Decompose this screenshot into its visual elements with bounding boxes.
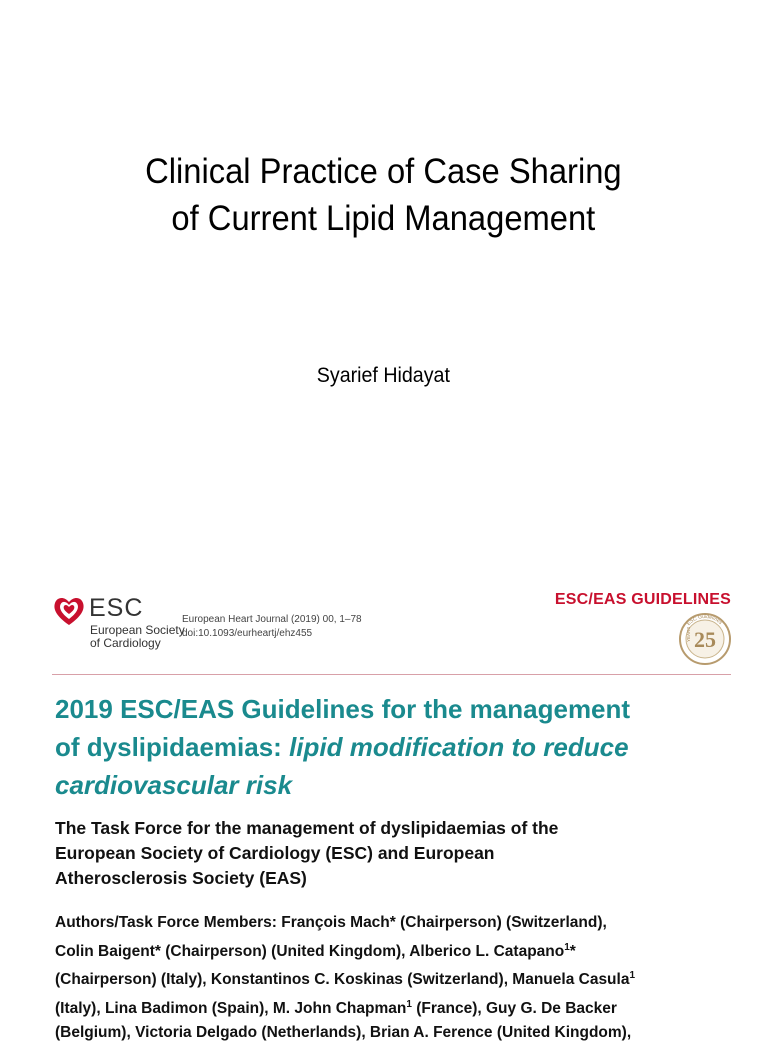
journal-reference: European Heart Journal (2019) 00, 1–78 — [182, 614, 362, 625]
slide-title-line-2: of Current Lipid Management — [171, 199, 596, 238]
svg-text:25: 25 — [694, 627, 716, 652]
slide-title-line-1: Clinical Practice of Case Sharing — [145, 152, 622, 191]
author-line-2-text: Colin Baigent* (Chairperson) (United Kingdom), Alberico L. Catapano — [55, 942, 565, 960]
author-line-5: (Belgium), Victoria Delgado (Netherlands), Brian A. Ference (United Kingdom), — [55, 1024, 632, 1042]
esc-subtitle-line-1: European Society — [90, 623, 185, 637]
article-title — [55, 690, 755, 804]
task-force-line-1: The Task Force for the management of dyslipidaemias of the — [55, 818, 559, 838]
esc-heart-logo-icon — [52, 594, 86, 628]
task-force-line-2: European Society of Cardiology (ESC) and European — [55, 843, 495, 863]
presenter-name: Syarief Hidayat — [316, 364, 450, 387]
author-line-4 — [55, 993, 755, 1022]
author-list — [55, 911, 755, 1046]
article-title-line-2 — [55, 728, 755, 766]
article-title-line-1: 2019 ESC/EAS Guidelines for the management — [55, 694, 631, 724]
task-force-heading — [55, 816, 745, 891]
author-line-2 — [55, 936, 755, 965]
svg-text:YEARS: YEARS — [686, 626, 691, 642]
journal-doi: doi:10.1093/eurheartj/ehz455 — [182, 628, 313, 639]
esc-wordmark: ESC — [89, 594, 144, 622]
article-title-line-3: cardiovascular risk — [55, 770, 293, 800]
affiliation-mark: 1 — [564, 941, 570, 953]
author-line-4-text: (Italy), Lina Badimon (Spain), M. John Chapman — [55, 999, 407, 1017]
author-line-4-tail: (France), Guy G. De Backer — [411, 999, 617, 1017]
affiliation-mark: 1 — [406, 998, 412, 1010]
guidelines-label: ESC/EAS GUIDELINES — [554, 591, 731, 608]
author-line-3-text: (Chairperson) (Italy), Konstantinos C. Koskinas (Switzerland), Manuela Casula — [55, 971, 630, 989]
task-force-line-3: Atherosclerosis Society (EAS) — [55, 868, 307, 888]
slide-title — [0, 148, 767, 242]
author-line-2-asterisk: * — [569, 942, 576, 960]
article-title-plain: of dyslipidaemias: — [55, 732, 290, 762]
esc-subtitle-line-2: of Cardiology — [90, 636, 161, 650]
esc-guidelines-25-years-seal-icon — [678, 612, 732, 671]
author-line-1: Authors/Task Force Members: François Mach* (Chairperson) (Switzerland), — [55, 914, 607, 931]
esc-subtitle — [90, 624, 185, 650]
journal-citation — [182, 613, 362, 641]
svg-text:ESC Guidelines: ESC Guidelines — [685, 613, 724, 627]
affiliation-mark: 1 — [629, 970, 636, 982]
header-divider — [52, 674, 731, 675]
article-title-italic: lipid modification to reduce — [289, 732, 629, 762]
author-line-3 — [55, 964, 755, 993]
